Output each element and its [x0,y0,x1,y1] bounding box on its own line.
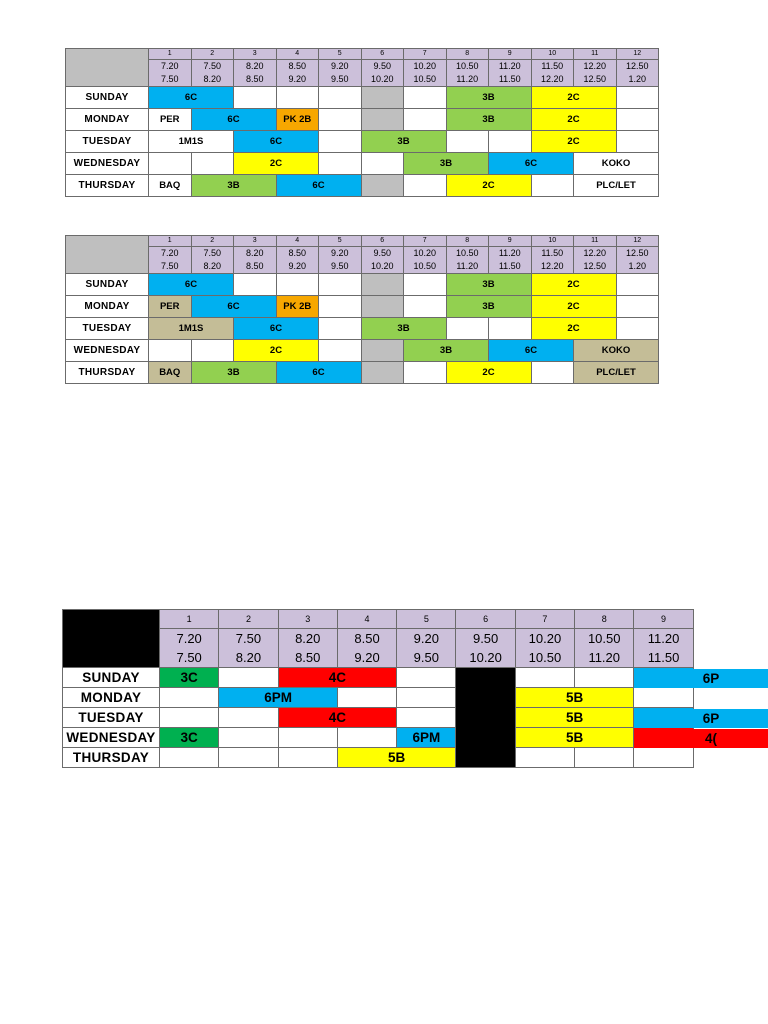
class-slot: 2C [531,131,616,153]
period-end-time: 10.20 [361,73,404,87]
period-end-time: 1.20 [616,260,659,274]
empty-slot [456,668,515,768]
period-number: 12 [616,236,659,247]
period-end-time: 8.20 [191,73,234,87]
day-label: SUNDAY [66,87,149,109]
class-slot: PLC/LET [574,362,659,384]
class-slot: 3B [446,296,531,318]
day-label: MONDAY [66,109,149,131]
period-number: 3 [234,236,277,247]
class-slot: 3B [446,274,531,296]
day-label: SUNDAY [66,274,149,296]
period-number: 6 [456,610,515,629]
empty-slot [361,340,404,362]
empty-slot [446,131,489,153]
empty-slot [319,87,362,109]
period-start-time: 8.20 [234,247,277,261]
day-label: WEDNESDAY [66,340,149,362]
day-label: THURSDAY [66,362,149,384]
day-label: THURSDAY [66,175,149,197]
class-slot: 2C [446,362,531,384]
period-start-time: 8.20 [278,629,337,649]
period-start-time: 11.50 [531,247,574,261]
period-number: 2 [191,49,234,60]
period-end-time: 12.20 [531,73,574,87]
class-slot: 6C [276,362,361,384]
period-start-time: 9.50 [456,629,515,649]
class-slot: 1M1S [149,131,234,153]
class-slot: 5B [515,728,634,748]
period-start-time: 11.20 [489,247,532,261]
period-start-time: 12.20 [574,247,617,261]
period-number: 9 [634,610,693,629]
period-end-time: 7.50 [149,73,192,87]
period-number: 4 [276,236,319,247]
empty-slot [319,274,362,296]
period-start-time: 7.50 [191,60,234,74]
overflow-class-bar: 4( [634,729,768,748]
day-label: WEDNESDAY [66,153,149,175]
period-number: 12 [616,49,659,60]
period-start-time: 11.20 [489,60,532,74]
empty-slot [160,748,219,768]
period-end-time: 10.50 [515,648,574,668]
class-slot: 2C [531,274,616,296]
period-end-time: 11.20 [446,260,489,274]
period-start-time: 7.20 [149,247,192,261]
day-label: TUESDAY [63,708,160,728]
period-start-time: 12.20 [574,60,617,74]
period-start-time: 10.50 [446,60,489,74]
empty-slot [219,708,278,728]
period-end-time: 11.20 [446,73,489,87]
period-end-time: 8.50 [234,260,277,274]
empty-slot [219,748,278,768]
empty-slot [361,153,404,175]
empty-slot [276,274,319,296]
period-end-time: 11.50 [489,260,532,274]
class-slot: 1M1S [149,318,234,340]
period-start-time: 9.20 [319,247,362,261]
empty-slot [361,109,404,131]
period-number: 9 [489,236,532,247]
empty-slot [616,296,659,318]
period-number: 8 [446,236,489,247]
period-number: 8 [575,610,634,629]
period-start-time: 9.50 [361,247,404,261]
period-number: 11 [574,236,617,247]
class-slot: KOKO [574,340,659,362]
period-number: 4 [337,610,396,629]
empty-slot [337,728,396,748]
class-slot: 6C [149,274,234,296]
period-number: 1 [149,236,192,247]
period-start-time: 10.50 [446,247,489,261]
period-start-time: 11.50 [531,60,574,74]
period-number: 10 [531,236,574,247]
day-label: TUESDAY [66,318,149,340]
period-start-time: 7.20 [160,629,219,649]
class-slot: BAQ [149,175,192,197]
class-slot: 2C [234,340,319,362]
class-slot: 6C [489,153,574,175]
empty-slot [575,668,634,688]
period-end-time: 11.50 [489,73,532,87]
period-number: 7 [515,610,574,629]
empty-slot [149,153,192,175]
class-slot: 4C [278,668,397,688]
period-number: 3 [278,610,337,629]
class-slot: 3B [446,109,531,131]
class-slot: 3B [361,131,446,153]
timetable-3 [62,609,694,768]
empty-slot [397,708,456,728]
empty-slot [404,87,447,109]
period-start-time: 8.50 [337,629,396,649]
class-slot: 2C [531,87,616,109]
empty-slot [404,109,447,131]
day-label: THURSDAY [63,748,160,768]
period-number: 1 [160,610,219,629]
empty-slot [160,688,219,708]
empty-slot [616,131,659,153]
class-slot: 3C [160,728,219,748]
period-number: 11 [574,49,617,60]
period-start-time: 9.20 [397,629,456,649]
period-end-time: 7.50 [160,648,219,668]
period-number: 5 [319,49,362,60]
day-label: TUESDAY [66,131,149,153]
empty-slot [515,748,574,768]
empty-slot [361,87,404,109]
period-number: 1 [149,49,192,60]
class-slot: 6PM [397,728,456,748]
class-slot: 2C [531,296,616,318]
class-slot: PLC/LET [574,175,659,197]
class-slot: 5B [337,748,456,768]
class-slot: 6C [149,87,234,109]
period-start-time: 8.50 [276,247,319,261]
class-slot: PK 2B [276,296,319,318]
empty-slot [319,131,362,153]
class-slot: 3B [404,153,489,175]
empty-slot [489,131,532,153]
period-number: 8 [446,49,489,60]
period-end-time: 8.20 [219,648,278,668]
period-start-time: 11.20 [634,629,693,649]
empty-slot [219,728,278,748]
class-slot: 2C [234,153,319,175]
empty-slot [531,175,574,197]
class-slot: 2C [531,318,616,340]
period-start-time: 9.50 [361,60,404,74]
overflow-class-bar: 6P [634,669,768,688]
empty-slot [404,175,447,197]
empty-slot [404,296,447,318]
period-start-time: 8.50 [276,60,319,74]
period-number: 7 [404,49,447,60]
empty-slot [404,274,447,296]
class-slot: 5B [515,688,634,708]
class-slot: 6C [191,109,276,131]
empty-slot [616,109,659,131]
period-start-time: 7.50 [191,247,234,261]
period-end-time: 7.50 [149,260,192,274]
period-start-time: 10.50 [575,629,634,649]
empty-slot [616,87,659,109]
timetable-2 [65,235,659,384]
class-slot: PK 2B [276,109,319,131]
empty-slot [515,668,574,688]
period-end-time: 1.20 [616,73,659,87]
empty-slot [319,340,362,362]
period-number: 2 [219,610,278,629]
empty-slot [616,318,659,340]
empty-slot [397,668,456,688]
day-label: SUNDAY [63,668,160,688]
empty-slot [489,318,532,340]
period-end-time: 8.50 [234,73,277,87]
period-start-time: 9.20 [319,60,362,74]
class-slot: 3B [191,175,276,197]
class-slot: 3B [361,318,446,340]
period-start-time: 7.20 [149,60,192,74]
empty-slot [337,688,396,708]
day-label: MONDAY [63,688,160,708]
period-end-time: 8.20 [191,260,234,274]
empty-slot [234,87,277,109]
empty-slot [319,109,362,131]
empty-slot [149,340,192,362]
class-slot: 6C [276,175,361,197]
class-slot: 6C [234,131,319,153]
period-start-time: 12.50 [616,247,659,261]
empty-slot [276,87,319,109]
period-end-time: 9.20 [276,73,319,87]
period-number: 5 [319,236,362,247]
empty-slot [160,708,219,728]
period-end-time: 12.50 [574,73,617,87]
class-slot: 3B [191,362,276,384]
corner-cell [63,610,160,668]
period-start-time: 10.20 [404,60,447,74]
empty-slot [634,688,693,708]
overflow-class-bar: 6P [634,709,768,728]
empty-slot [361,274,404,296]
empty-slot [634,748,693,768]
empty-slot [191,153,234,175]
period-end-time: 10.50 [404,260,447,274]
period-number: 6 [361,49,404,60]
empty-slot [191,340,234,362]
class-slot: PER [149,109,192,131]
corner-cell [66,236,149,274]
day-label: WEDNESDAY [63,728,160,748]
period-end-time: 11.20 [575,648,634,668]
period-end-time: 9.20 [337,648,396,668]
period-number: 7 [404,236,447,247]
class-slot: 2C [531,109,616,131]
period-start-time: 10.20 [515,629,574,649]
period-number: 10 [531,49,574,60]
class-slot: 6C [191,296,276,318]
period-end-time: 10.20 [456,648,515,668]
class-slot: 6C [489,340,574,362]
period-end-time: 9.50 [319,260,362,274]
class-slot: 4C [278,708,397,728]
period-number: 2 [191,236,234,247]
period-number: 3 [234,49,277,60]
empty-slot [361,362,404,384]
class-slot: 3B [404,340,489,362]
period-start-time: 8.20 [234,60,277,74]
period-number: 4 [276,49,319,60]
class-slot: KOKO [574,153,659,175]
corner-cell [66,49,149,87]
empty-slot [319,153,362,175]
empty-slot [319,318,362,340]
period-start-time: 7.50 [219,629,278,649]
empty-slot [219,668,278,688]
class-slot: 3B [446,87,531,109]
period-end-time: 9.50 [319,73,362,87]
period-end-time: 11.50 [634,648,693,668]
period-end-time: 12.50 [574,260,617,274]
empty-slot [397,688,456,708]
empty-slot [278,748,337,768]
period-end-time: 12.20 [531,260,574,274]
empty-slot [616,274,659,296]
empty-slot [531,362,574,384]
period-end-time: 9.20 [276,260,319,274]
period-number: 6 [361,236,404,247]
class-slot: BAQ [149,362,192,384]
class-slot: 5B [515,708,634,728]
empty-slot [361,175,404,197]
empty-slot [234,274,277,296]
class-slot: 6PM [219,688,338,708]
empty-slot [278,728,337,748]
period-start-time: 10.20 [404,247,447,261]
empty-slot [404,362,447,384]
day-label: MONDAY [66,296,149,318]
class-slot: 3C [160,668,219,688]
empty-slot [575,748,634,768]
timetable-1 [65,48,659,197]
period-end-time: 9.50 [397,648,456,668]
class-slot: 6C [234,318,319,340]
empty-slot [319,296,362,318]
period-end-time: 8.50 [278,648,337,668]
class-slot: 2C [446,175,531,197]
class-slot: PER [149,296,192,318]
period-start-time: 12.50 [616,60,659,74]
period-number: 9 [489,49,532,60]
empty-slot [446,318,489,340]
empty-slot [361,296,404,318]
period-number: 5 [397,610,456,629]
period-end-time: 10.20 [361,260,404,274]
period-end-time: 10.50 [404,73,447,87]
